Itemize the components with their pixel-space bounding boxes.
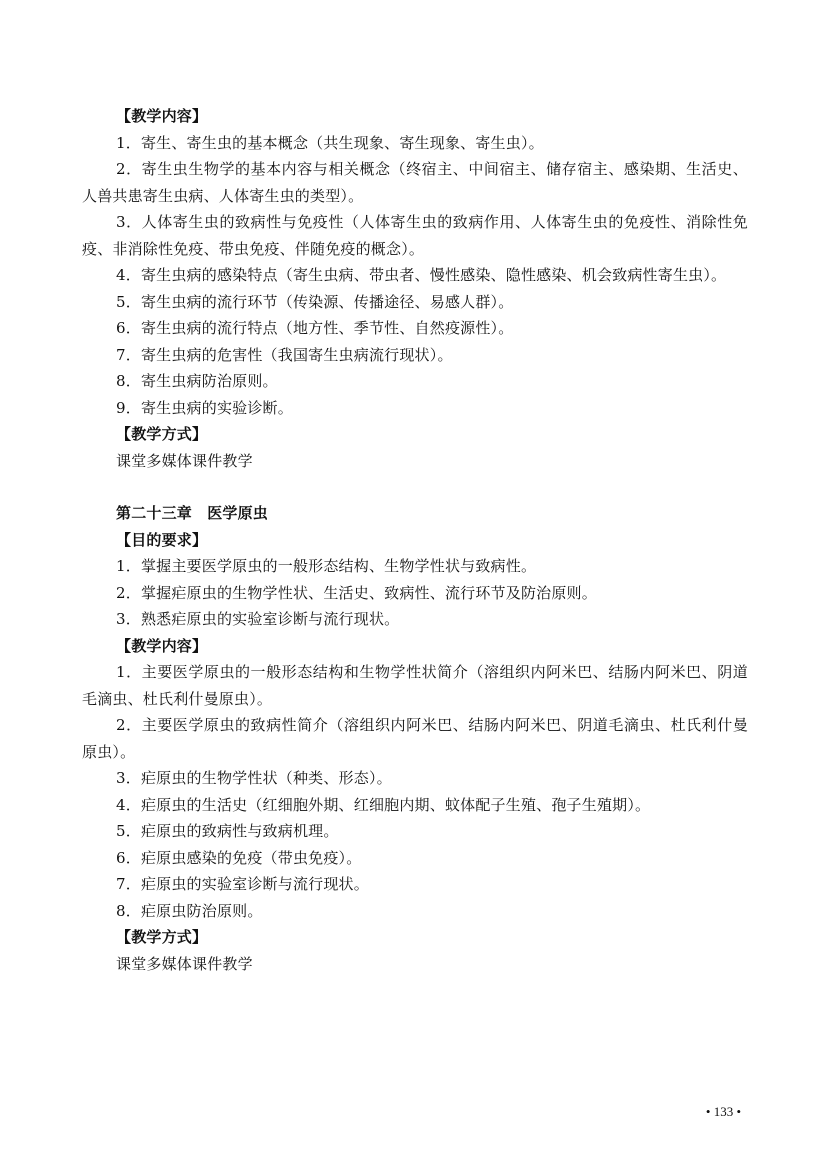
list-item: 2．掌握疟原虫的生物学性状、生活史、致病性、流行环节及防治原则。 [116, 583, 597, 602]
list-item: 6．疟原虫感染的免疫（带虫免疫）。 [116, 848, 362, 867]
list-item: 7．疟原虫的实验室诊断与流行现状。 [116, 875, 369, 893]
list-item: 9．寄生虫病的实验诊断。 [116, 398, 293, 417]
section-heading-teaching-method: 【教学方式】 [116, 928, 208, 946]
list-item: 3．熟悉疟原虫的实验室诊断与流行现状。 [116, 610, 400, 628]
list-item: 2．主要医学原虫的致病性简介（溶组织内阿米巴、结肠内阿米巴、阴道毛滴虫、杜氏利什曼原虫）。 [82, 716, 748, 761]
section-heading-teaching-content: 【教学内容】 [116, 636, 208, 655]
list-item: 1．寄生、寄生虫的基本概念（共生现象、寄生现象、寄生虫）。 [116, 133, 544, 152]
page-number: • 133 • [705, 1104, 741, 1119]
section-spacer [82, 474, 748, 500]
chapter-title: 第二十三章 医学原虫 [116, 504, 269, 522]
list-item: 1．掌握主要医学原虫的一般形态结构、生物学性状与致病性。 [116, 557, 537, 575]
section-heading-teaching-method: 【教学方式】 [116, 425, 208, 443]
section-heading-teaching-content: 【教学内容】 [116, 107, 208, 125]
list-item: 3．人体寄生虫的致病性与免疫性（人体寄生虫的致病作用、人体寄生虫的免疫性、消除性免疫、非消除性免疫、带虫免疫、伴随免疫的概念）。 [82, 213, 748, 258]
list-item: 8．寄生虫病防治原则。 [116, 372, 278, 390]
list-item: 6．寄生虫病的流行特点（地方性、季节性、自然疫源性）。 [116, 319, 514, 337]
list-item: 4．疟原虫的生活史（红细胞外期、红细胞内期、蚊体配子生殖、孢子生殖期）。 [116, 795, 651, 814]
page-content [82, 103, 748, 977]
list-item: 2．寄生虫生物学的基本内容与相关概念（终宿主、中间宿主、储存宿主、感染期、生活史、人兽共患寄生虫病、人体寄生虫的类型）。 [82, 160, 748, 205]
list-item: 1．主要医学原虫的一般形态结构和生物学性状简介（溶组织内阿米巴、结肠内阿米巴、阴道毛滴虫、杜氏利什曼原虫）。 [82, 663, 748, 708]
teaching-method-text: 课堂多媒体课件教学 [116, 451, 253, 470]
list-item: 3．疟原虫的生物学性状（种类、形态）。 [116, 769, 392, 787]
list-item: 8．疟原虫防治原则。 [116, 901, 263, 920]
list-item: 5．寄生虫病的流行环节（传染源、传播途径、易感人群）。 [116, 292, 514, 311]
list-item: 7．寄生虫病的危害性（我国寄生虫病流行现状）。 [116, 345, 453, 364]
section-heading-goals: 【目的要求】 [116, 530, 208, 549]
teaching-method-text: 课堂多媒体课件教学 [116, 954, 253, 973]
list-item: 5．疟原虫的致病性与致病机理。 [116, 822, 339, 840]
list-item: 4．寄生虫病的感染特点（寄生虫病、带虫者、慢性感染、隐性感染、机会致病性寄生虫）。 [116, 266, 727, 284]
